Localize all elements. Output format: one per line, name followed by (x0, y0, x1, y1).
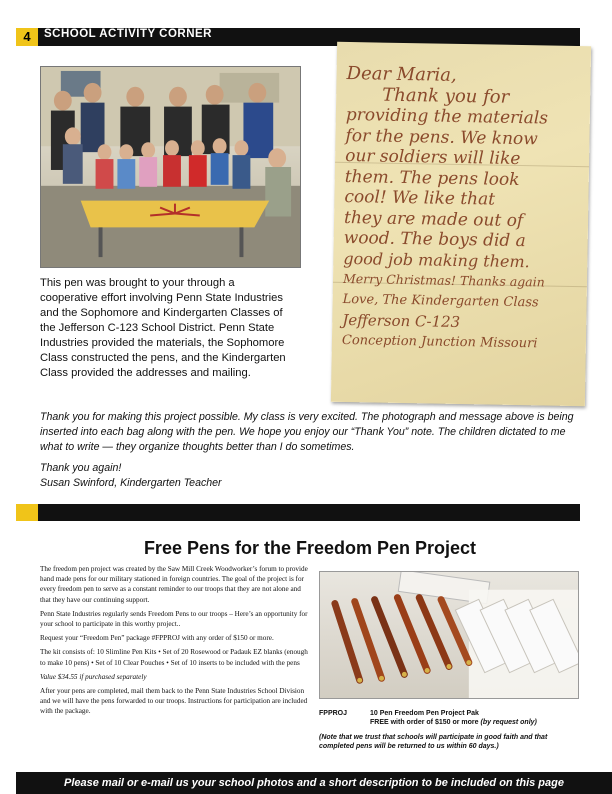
section-divider-bar (38, 504, 580, 521)
product-name: 10 Pen Freedom Pen Project Pak (370, 710, 479, 717)
letter-line: Dear Maria, (346, 62, 457, 86)
letter-line: Love, The Kindergarten Class (342, 291, 539, 310)
section-accent (16, 504, 38, 521)
teacher-signature: Susan Swinford, Kindergarten Teacher (40, 477, 222, 489)
intro-paragraph: This pen was brought to your through a cooperative effort involving Penn State Industries and the Sophomore and Kindergarten Classes of the Jefferson C-123 School District. Penn State Industries provided the materials, the Sophomore Class constructed the pens, and the Kindergarten Class provided the addresses and mailing. (40, 277, 286, 379)
freedom-paragraph: Penn State Industries regularly sends Freedom Pens to our troops – Here’s an opportunity for your school to participate in this worthy project.. (40, 609, 308, 629)
letter-line: they are made out of (343, 207, 524, 231)
letter-line: our soldiers will like (344, 145, 521, 170)
freedom-title: Free Pens for the Freedom Pen Project (143, 538, 477, 558)
letter-text (342, 64, 585, 355)
freedom-paragraph: The kit consists of: 10 Slimline Pen Kits • Set of 20 Rosewood or Padauk EZ blanks (enough to make 10 pens) • Set of 10 Clear Pouches • Set of 10 inserts to be included with the pens (40, 648, 308, 667)
teacher-note-paragraph: Thank you for making this project possible. My class is very excited. The photograph and message above is being inserted into each bag along with the pen. We hope you enjoy our “Thank You” note. The children dictated to me what to write — they organize thoughts better than I do sometimes. (40, 411, 574, 453)
product-code: FPPROJ (319, 710, 348, 717)
freedom-paragraph: After your pens are completed, mail them back to the Penn State Industries School Division and we will have the pens forwarded to our troops. Instructions for participation are included with the package. (40, 687, 308, 716)
teacher-note (40, 410, 580, 497)
freedom-paragraph: Request your “Freedom Pen” package #FPPROJ with any order of $150 or more. (40, 634, 274, 643)
letter-line: wood. The boys did a (343, 227, 526, 252)
letter-line: Conception Junction Missouri (341, 332, 538, 351)
handwritten-letter (331, 42, 591, 406)
product-offer (370, 719, 537, 726)
freedom-paragraph: The freedom pen project was created by the Saw Mill Creek Woodworker’s forum to provide hand made pens for our military stationed in foreign countries. The goal of the project is for every freedom pen to serve as a constant reminder to our troops that they are not alone and that they have our continuing support. (40, 565, 308, 604)
letter-line: providing the materials (345, 104, 549, 129)
letter-line: Jefferson C-123 (342, 310, 461, 331)
letter-line: for the pens. We know (345, 125, 538, 149)
product-offer-note: (by request only) (480, 719, 537, 726)
letter-line: cool! We like that (344, 186, 496, 210)
footer-banner: Please mail or e-mail us your school photos and a short description to be included on this page (16, 772, 612, 794)
letter-line: Merry Christmas! Thanks again (342, 270, 545, 290)
section-title: SCHOOL ACTIVITY CORNER (44, 28, 212, 40)
freedom-value: Value $34.55 if purchased separately (40, 672, 147, 681)
letter-line: them. The pens look (344, 166, 520, 190)
product-note: (Note that we trust that schools will participate in good faith and that completed pens will be returned to us within 60 days.) (319, 734, 548, 750)
freedom-body (40, 564, 308, 721)
letter-line: Thank you for (382, 84, 510, 108)
product-offer-text: FREE with order of $150 or more (370, 719, 479, 726)
product-photo (319, 571, 579, 699)
letter-line: good job making them. (343, 248, 530, 271)
page-number: 4 (16, 28, 38, 46)
teacher-note-thanks: Thank you again! (40, 462, 122, 474)
class-photo (40, 66, 301, 268)
